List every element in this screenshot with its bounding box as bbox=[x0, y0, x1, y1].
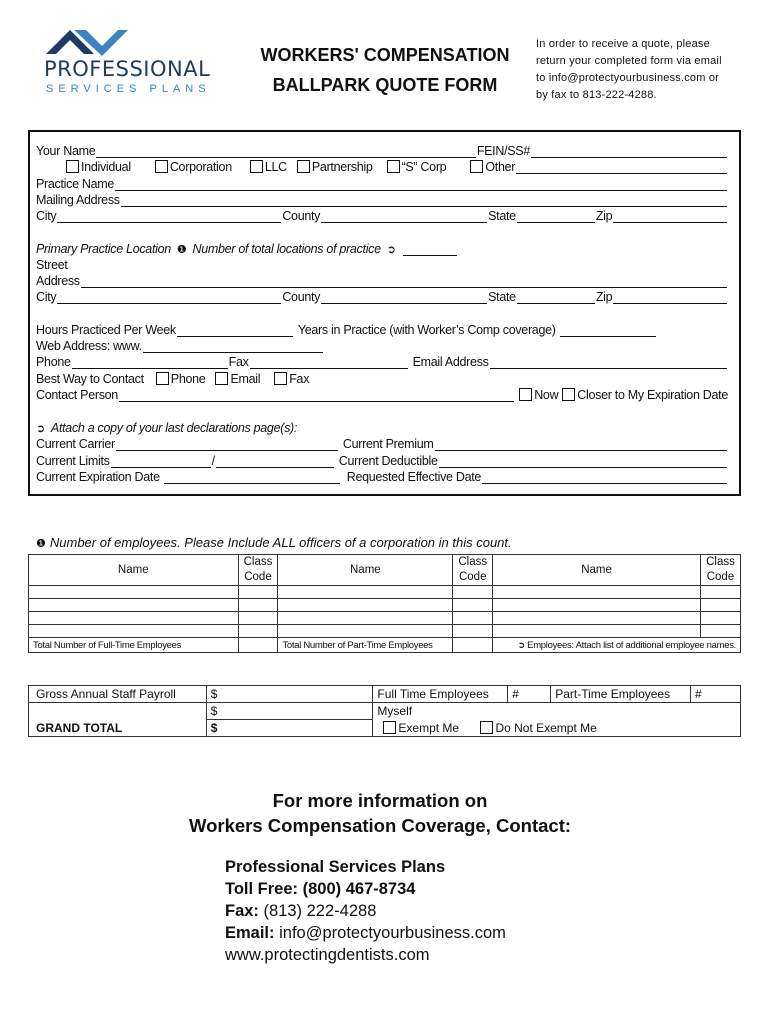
class-code-column-header: Class Code bbox=[453, 555, 493, 586]
note-line: In order to receive a quote, please bbox=[536, 38, 710, 50]
num-locations-field[interactable] bbox=[403, 243, 457, 256]
state-label: State bbox=[488, 209, 516, 223]
grand-total-dollar[interactable]: $ bbox=[206, 720, 373, 737]
state-label: State bbox=[488, 290, 516, 304]
entity-type-row bbox=[62, 158, 728, 174]
table-row[interactable] bbox=[29, 586, 741, 599]
web-address-field[interactable] bbox=[143, 340, 323, 353]
class-code-column-header: Class Code bbox=[238, 555, 278, 586]
contact-email-checkbox[interactable] bbox=[215, 372, 228, 385]
do-not-exempt-label: Do Not Exempt Me bbox=[495, 720, 597, 735]
fax-number: (813) 222-4288 bbox=[263, 902, 377, 920]
current-expiration-label: Current Expiration Date bbox=[36, 470, 160, 484]
phone-label: Phone bbox=[36, 355, 71, 369]
current-premium-label: Current Premium bbox=[342, 437, 434, 451]
arrow-icon: ➲ bbox=[36, 422, 45, 435]
closer-label: Closer to My Expiration Date bbox=[577, 388, 728, 402]
note-line: by fax to 813-222-4288. bbox=[536, 89, 657, 101]
closer-checkbox[interactable] bbox=[562, 388, 575, 401]
county-label: County bbox=[282, 290, 321, 304]
contact-person-label: Contact Person bbox=[36, 388, 118, 402]
contact-heading bbox=[0, 788, 760, 838]
city-field[interactable] bbox=[57, 210, 281, 223]
current-expiration-field[interactable] bbox=[164, 471, 340, 484]
city-field[interactable] bbox=[57, 291, 281, 304]
attach-row bbox=[36, 419, 728, 435]
attach-list-note bbox=[493, 638, 741, 653]
contact-email-label: Email bbox=[230, 372, 261, 386]
your-name-field[interactable] bbox=[96, 145, 475, 158]
zip-field[interactable] bbox=[613, 210, 727, 223]
zip-label: Zip bbox=[595, 290, 613, 304]
gross-payroll-label: Gross Annual Staff Payroll bbox=[29, 686, 207, 703]
corporation-label: Corporation bbox=[169, 160, 232, 174]
mailing-address-field[interactable] bbox=[121, 194, 727, 207]
class-code-column-header: Class Code bbox=[700, 555, 740, 586]
employees-heading bbox=[36, 535, 512, 550]
logo-tagline: SERVICES PLANS bbox=[46, 83, 211, 95]
street-address-field[interactable] bbox=[81, 275, 727, 288]
expiration-row bbox=[36, 468, 728, 484]
city-label: City bbox=[36, 290, 57, 304]
email-link[interactable]: info@protectyourbusiness.com bbox=[279, 924, 506, 942]
limits-separator: / bbox=[211, 454, 215, 468]
do-not-exempt-checkbox[interactable] bbox=[480, 721, 493, 734]
total-part-time-field[interactable] bbox=[453, 638, 493, 653]
name-column-header: Name bbox=[493, 555, 701, 586]
contact-fax-checkbox[interactable] bbox=[274, 372, 287, 385]
other-field[interactable] bbox=[516, 161, 727, 174]
street-label: Street bbox=[36, 258, 68, 272]
payroll-table bbox=[28, 685, 741, 737]
state-field[interactable] bbox=[517, 291, 595, 304]
hours-row bbox=[36, 321, 728, 337]
mailing-address-label: Mailing Address bbox=[36, 193, 120, 207]
web-row bbox=[36, 337, 728, 353]
current-premium-field[interactable] bbox=[435, 438, 727, 451]
phone-row bbox=[36, 353, 728, 369]
phone-field[interactable] bbox=[72, 356, 228, 369]
grand-total-label: GRAND TOTAL bbox=[29, 720, 207, 737]
city-label: City bbox=[36, 209, 57, 223]
other-label: Other bbox=[485, 160, 516, 174]
requested-effective-field[interactable] bbox=[482, 471, 727, 484]
address-label: Address bbox=[36, 274, 80, 288]
note-line: to info@protectyourbusiness.com or bbox=[536, 72, 720, 84]
street-address-row bbox=[36, 272, 728, 288]
part-time-label: Part-Time Employees bbox=[551, 686, 691, 703]
zip-field[interactable] bbox=[613, 291, 727, 304]
current-carrier-label: Current Carrier bbox=[36, 437, 115, 451]
corporation-checkbox[interactable] bbox=[155, 160, 168, 173]
exempt-me-checkbox[interactable] bbox=[383, 721, 396, 734]
myself-label: Myself bbox=[373, 703, 741, 720]
name-row bbox=[36, 142, 728, 158]
employees-table bbox=[28, 554, 741, 653]
other-checkbox[interactable] bbox=[470, 160, 483, 173]
mailing-city-row bbox=[36, 207, 728, 223]
current-limits-field-2[interactable] bbox=[216, 455, 334, 468]
email-address-label: Email Address bbox=[412, 355, 489, 369]
llc-label: LLC bbox=[264, 160, 287, 174]
contact-block bbox=[225, 856, 506, 966]
individual-checkbox[interactable] bbox=[66, 160, 79, 173]
num-locations-label: Number of total locations of practice bbox=[192, 242, 381, 256]
hours-label: Hours Practiced Per Week bbox=[36, 323, 176, 337]
note-line: return your completed form via email bbox=[536, 55, 722, 67]
grand-total-row bbox=[29, 720, 741, 737]
blank-row bbox=[29, 703, 741, 720]
full-time-count[interactable]: # bbox=[508, 686, 551, 703]
limits-row bbox=[36, 452, 728, 468]
partnership-checkbox[interactable] bbox=[297, 160, 310, 173]
best-way-label: Best Way to Contact bbox=[36, 372, 144, 386]
current-limits-label: Current Limits bbox=[36, 454, 110, 468]
practice-name-row bbox=[36, 175, 728, 191]
your-name-label: Your Name bbox=[36, 144, 96, 158]
s-corp-label: “S” Corp bbox=[401, 160, 447, 174]
now-checkbox[interactable] bbox=[519, 388, 532, 401]
fax-label: Fax bbox=[228, 355, 249, 369]
contact-heading-line-2: Workers Compensation Coverage, Contact: bbox=[188, 815, 572, 836]
fax-label: Fax: bbox=[225, 902, 259, 920]
location-city-row bbox=[36, 288, 728, 304]
totals-row bbox=[29, 638, 741, 653]
contact-phone-checkbox[interactable] bbox=[156, 372, 169, 385]
now-label: Now bbox=[534, 388, 559, 402]
submission-note bbox=[536, 36, 722, 104]
total-part-time-label: Total Number of Part-Time Employees bbox=[278, 638, 453, 653]
practice-name-field[interactable] bbox=[115, 178, 727, 191]
marker-one-icon: ❶ bbox=[176, 243, 187, 256]
practice-name-label: Practice Name bbox=[36, 177, 115, 191]
primary-location-row bbox=[36, 240, 728, 256]
years-label: Years in Practice (with Worker’s Comp coverage) bbox=[297, 323, 556, 337]
llc-checkbox[interactable] bbox=[250, 160, 263, 173]
total-full-time-field[interactable] bbox=[238, 638, 278, 653]
county-field[interactable] bbox=[321, 291, 487, 304]
email-line bbox=[225, 922, 506, 944]
web-address-label: Web Address: www. bbox=[36, 339, 142, 353]
name-column-header: Name bbox=[29, 555, 239, 586]
exempt-me-label: Exempt Me bbox=[398, 720, 460, 735]
fax-field[interactable] bbox=[250, 356, 408, 369]
marker-one-icon: ❶ bbox=[36, 537, 46, 550]
blank-dollar[interactable]: $ bbox=[206, 703, 373, 720]
gross-payroll-dollar[interactable]: $ bbox=[206, 686, 373, 703]
form-title bbox=[250, 40, 520, 100]
county-label: County bbox=[282, 209, 321, 223]
street-row bbox=[36, 256, 728, 272]
logo-brand: PROFESSIONAL bbox=[44, 57, 211, 81]
carrier-row bbox=[36, 435, 728, 451]
arrow-icon: ➲ bbox=[386, 243, 396, 256]
table-row[interactable] bbox=[29, 625, 741, 638]
requested-effective-label: Requested Effective Date bbox=[346, 470, 482, 484]
best-way-row bbox=[36, 370, 728, 386]
individual-label: Individual bbox=[81, 160, 131, 174]
contact-fax-label: Fax bbox=[289, 372, 310, 386]
contact-person-row bbox=[36, 386, 728, 402]
contact-heading-line-1: For more information on bbox=[272, 790, 488, 811]
current-deductible-field[interactable] bbox=[439, 455, 727, 468]
employees-heading-text: Number of employees. Please Include ALL officers of a corporation in this count. bbox=[49, 535, 512, 550]
fein-label: FEIN/SS# bbox=[476, 144, 530, 158]
employees-header-row bbox=[29, 555, 741, 586]
toll-free[interactable]: Toll Free: (800) 467-8734 bbox=[225, 880, 416, 898]
current-limits-field-1[interactable] bbox=[111, 455, 211, 468]
attach-label: Attach a copy of your last declarations page(s): bbox=[50, 421, 298, 435]
full-time-label: Full Time Employees bbox=[373, 686, 508, 703]
fax-line bbox=[225, 900, 506, 922]
email-address-field[interactable] bbox=[490, 356, 727, 369]
email-label: Email: bbox=[225, 924, 275, 942]
current-deductible-label: Current Deductible bbox=[338, 454, 438, 468]
title-line-2: BALLPARK QUOTE FORM bbox=[272, 75, 498, 95]
logo bbox=[44, 26, 214, 98]
total-full-time-label: Total Number of Full-Time Employees bbox=[29, 638, 239, 653]
table-row[interactable] bbox=[29, 612, 741, 625]
logo-mark-icon bbox=[44, 26, 130, 56]
payroll-row bbox=[29, 686, 741, 703]
s-corp-checkbox[interactable] bbox=[387, 160, 400, 173]
partnership-label: Partnership bbox=[311, 160, 373, 174]
state-field[interactable] bbox=[517, 210, 595, 223]
title-line-1: WORKERS' COMPENSATION bbox=[260, 45, 510, 65]
attach-list-text: Employees: Attach list of additional employee names. bbox=[527, 639, 736, 651]
zip-label: Zip bbox=[595, 209, 613, 223]
years-field[interactable] bbox=[560, 324, 656, 337]
hours-field[interactable] bbox=[177, 324, 293, 337]
exempt-options bbox=[373, 720, 741, 737]
primary-location-label: Primary Practice Location bbox=[36, 242, 171, 256]
arrow-icon: ➲ bbox=[517, 640, 525, 651]
name-column-header: Name bbox=[278, 555, 453, 586]
county-field[interactable] bbox=[321, 210, 487, 223]
current-carrier-field[interactable] bbox=[116, 438, 338, 451]
contact-person-field[interactable] bbox=[119, 389, 514, 402]
part-time-count[interactable]: # bbox=[691, 686, 741, 703]
company-name: Professional Services Plans bbox=[225, 858, 446, 876]
mailing-address-row bbox=[36, 191, 728, 207]
website-link[interactable]: www.protectingdentists.com bbox=[225, 946, 430, 964]
fein-field[interactable] bbox=[531, 145, 727, 158]
table-row[interactable] bbox=[29, 599, 741, 612]
contact-phone-label: Phone bbox=[170, 372, 206, 386]
